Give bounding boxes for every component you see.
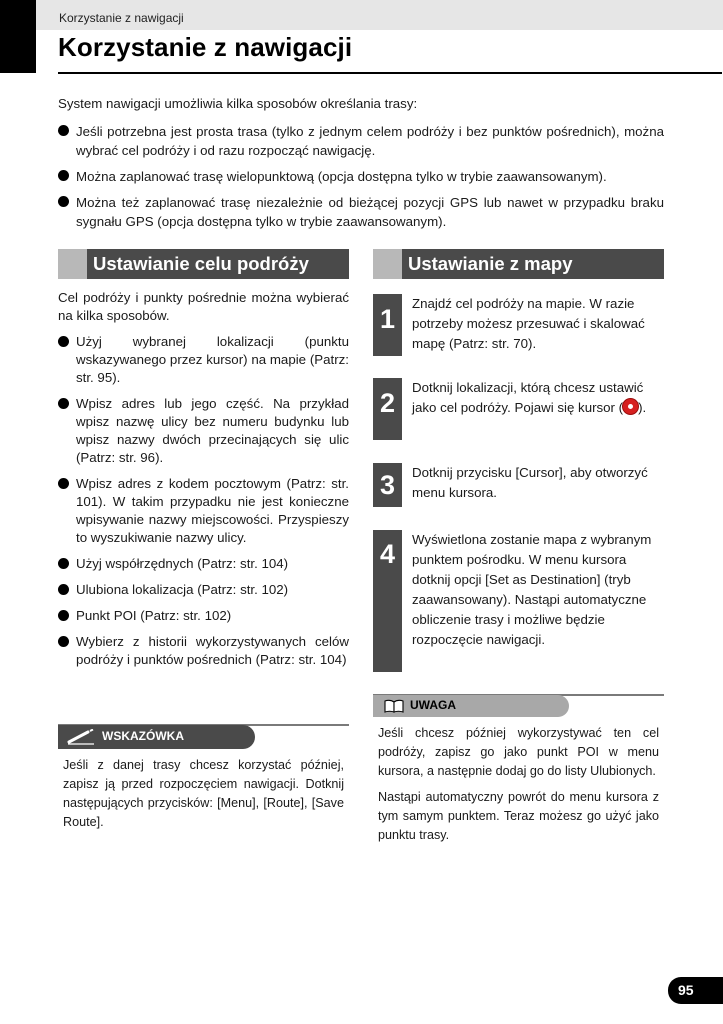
note-paragraph: Nastąpi automatyczny powrót do menu kursora z tym samym punktem. Teraz możesz go użyć jako punktu trasy. [378,790,659,842]
bullet-icon [58,196,69,207]
black-side-tab [0,0,36,73]
bullet-icon [58,398,69,409]
step-text: Dotknij lokalizacji, którą chcesz ustawić jako cel podróży. Pojawi się kursor ( ). [412,380,647,415]
tip-text: Jeśli z danej trasy chcesz korzystać później, zapisz ją przed rozpoczęciem nawigacji. Dotknij następujących przycisków: [Menu], [Route], [Save Route]. [63,758,344,829]
step-number: 1 [373,294,402,356]
list-item: Wpisz adres lub jego część. Na przykład wpisz nazwę ulicy bez numeru budynku lub wpisz nazwy dwóch przecinających się ulic (Patrz: str. 96). [58,395,349,467]
list-item: Ulubiona lokalizacja (Patrz: str. 102) [58,581,349,599]
note-paragraph: Jeśli chcesz później wykorzystywać ten cel podróży, zapisz go jako punkt POI w menu kursora, a następnie dodaj go do listy Ulubionych. [378,726,659,778]
note-badge [373,695,569,717]
cursor-target-icon [623,399,638,414]
note-text [378,724,659,852]
list-item: Jeśli potrzebna jest prosta trasa (tylko z jednym celem podróży i bez punktów pośrednich), można wybrać cel podróży i od razu rozpocząć nawigację. [58,122,664,160]
step-text: Dotknij przycisku [Cursor], aby otworzyć menu kursora. [412,465,648,500]
running-header [36,0,723,30]
section-header-marker [373,249,402,279]
list-item: Wybierz z historii wykorzystywanych celów podróży i punktów pośrednich (Patrz: str. 104) [58,633,349,669]
bullet-icon [58,636,69,647]
title-rule [58,72,722,74]
step-text: Wyświetlona zostanie mapa z wybranym punktem pośrodku. W menu kursora dotknij opcji [Set as Destination] (tryb zaawansowany). Nastąpi automatyczne obliczenie trasy i możliwe będzie rozpoczęcie nawigacji. [412,532,652,647]
list-item: Użyj współrzędnych (Patrz: str. 104) [58,555,349,573]
bullet-icon [58,610,69,621]
bullet-icon [58,558,69,569]
tip-label: WSKAZÓWKA [102,729,184,743]
bullet-icon [58,336,69,347]
section-heading: Ustawianie celu podróży [93,253,309,274]
intro-bullet-list [58,122,664,238]
step-number: 4 [373,530,402,672]
list-item: Użyj wybranej lokalizacji (punktu wskazywanego przez kursor) na mapie (Patrz: str. 95). [58,333,349,387]
page-number-badge [668,977,723,1004]
page-number: 95 [678,982,694,998]
note-label: UWAGA [410,698,456,712]
destination-bullet-list [58,333,349,677]
running-header-text: Korzystanie z nawigacji [59,11,184,25]
section-heading: Ustawianie z mapy [408,253,573,274]
list-item: Można zaplanować trasę wielopunktową (opcja dostępna tylko w trybie zaawansowanym). [58,167,664,186]
bullet-icon [58,478,69,489]
pencil-icon [66,729,96,745]
bullet-icon [58,170,69,181]
section-header-marker [58,249,87,279]
list-item: Punkt POI (Patrz: str. 102) [58,607,349,625]
bullet-icon [58,584,69,595]
bullet-icon [58,125,69,136]
section-header-destination [58,249,349,279]
page-title: Korzystanie z nawigacji [58,32,353,62]
book-icon [384,699,404,713]
step-text: Znajdź cel podróży na mapie. W razie potrzeby możesz przesuwać i skalować mapę (Patrz: str. 70). [412,296,645,351]
step-number: 3 [373,463,402,507]
list-item: Można też zaplanować trasę niezależnie od bieżącej pozycji GPS lub nawet w przypadku braku sygnału GPS (opcja dostępna tylko w trybie zaawansowanym). [58,193,664,231]
step-number: 2 [373,378,402,440]
tip-badge [58,725,255,749]
list-item: Wpisz adres z kodem pocztowym (Patrz: str. 101). W takim przypadku nie jest konieczne wpisywanie nazwy miejscowości. Przyspieszy to wyszukiwanie nazwy ulicy. [58,475,349,547]
intro-lead: System nawigacji umożliwia kilka sposobów określania trasy: [58,96,418,111]
destination-intro: Cel podróży i punkty pośrednie można wybierać na kilka sposobów. [58,290,349,323]
section-header-map [373,249,664,279]
